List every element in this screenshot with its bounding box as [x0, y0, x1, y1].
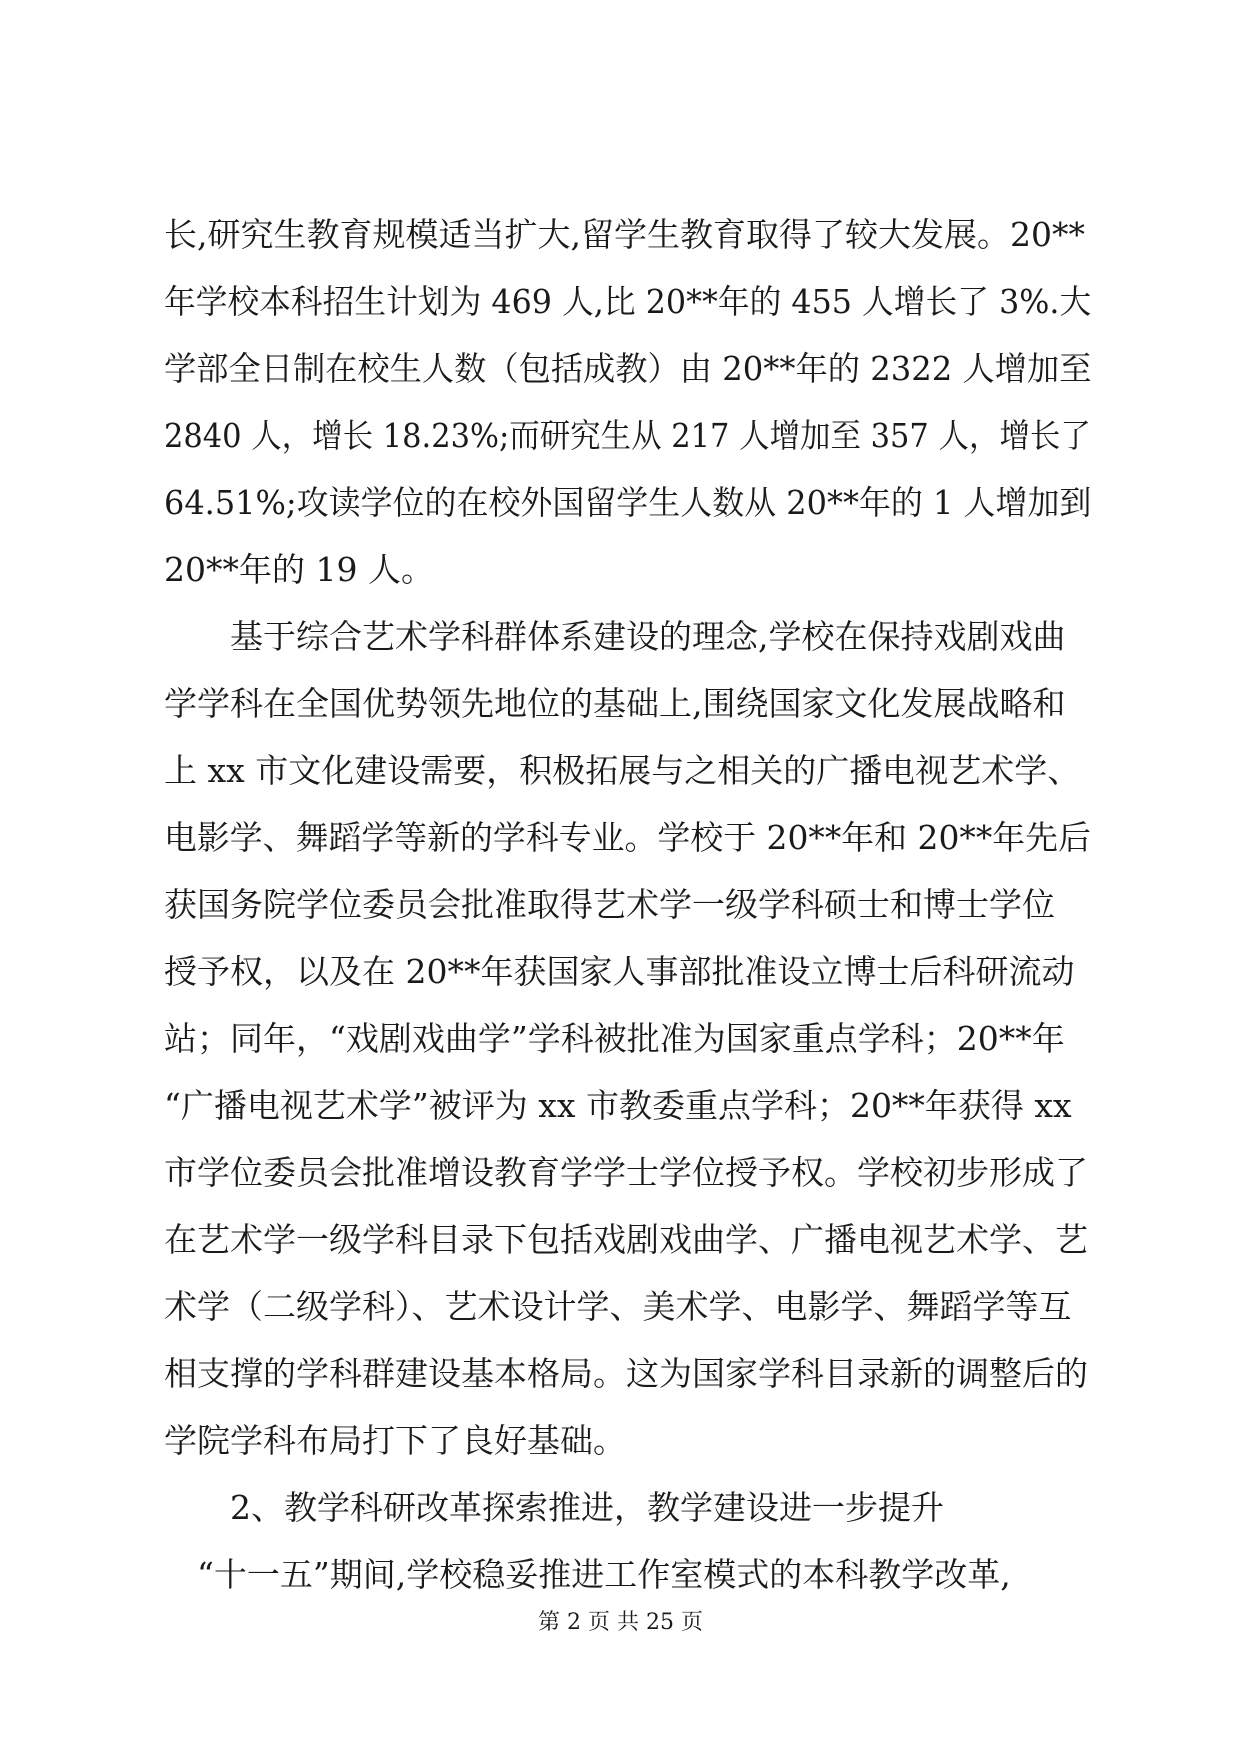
text-line-16: 在艺术学一级学科目录下包括戏剧戏曲学、广播电视艺术学、艺	[164, 1220, 1088, 1259]
text-line-6: 20**年的 19 人。	[164, 550, 434, 589]
text-line-13: 站；同年，“戏剧戏曲学”学科被批准为国家重点学科；20**年	[164, 1019, 1065, 1058]
text-line-11: 获国务院学位委员会批准取得艺术学一级学科硕士和博士学位	[164, 885, 1055, 924]
text-line-14: “广播电视艺术学”被评为 xx 市教委重点学科；20**年获得 xx	[164, 1086, 1072, 1125]
text-line-4: 2840 人，增长 18.23%;而研究生从 217 人增加至 357 人，增长了	[164, 416, 1091, 455]
text-line-9: 上 xx 市文化建设需要，积极拓展与之相关的广播电视艺术学、	[164, 751, 1081, 790]
text-line-12: 授予权，以及在 20**年获国家人事部批准设立博士后科研流动	[164, 952, 1075, 991]
text-line-18: 相支撑的学科群建设基本格局。这为国家学科目录新的调整后的	[164, 1354, 1088, 1393]
text-line-15: 市学位委员会批准增设教育学学士学位授予权。学校初步形成了	[164, 1153, 1088, 1192]
text-line-21: “十一五”期间,学校稳妥推进工作室模式的本科教学改革,	[164, 1555, 1011, 1594]
section-heading: 2、教学科研改革探索推进，教学建设进一步提升	[164, 1488, 944, 1527]
text-line-7: 基于综合艺术学科群体系建设的理念,学校在保持戏剧戏曲	[164, 617, 1066, 656]
text-line-3: 学部全日制在校生人数（包括成教）由 20**年的 2322 人增加至	[164, 349, 1092, 388]
text-line-10: 电影学、舞蹈学等新的学科专业。学校于 20**年和 20**年先后	[164, 818, 1091, 857]
text-line-2: 年学校本科招生计划为 469 人,比 20**年的 455 人增长了 3%.大	[164, 282, 1092, 321]
page-footer: 第 2 页 共 25 页	[538, 1610, 703, 1635]
text-line-1: 长,研究生教育规模适当扩大,留学生教育取得了较大发展。20**	[164, 215, 1085, 254]
text-line-8: 学学科在全国优势领先地位的基础上,围绕国家文化发展战略和	[164, 684, 1066, 723]
text-line-5: 64.51%;攻读学位的在校外国留学生人数从 20**年的 1 人增加到	[164, 483, 1092, 522]
text-line-17: 术学（二级学科）、艺术设计学、美术学、电影学、舞蹈学等互	[164, 1287, 1072, 1326]
text-line-19: 学院学科布局打下了良好基础。	[164, 1421, 626, 1460]
